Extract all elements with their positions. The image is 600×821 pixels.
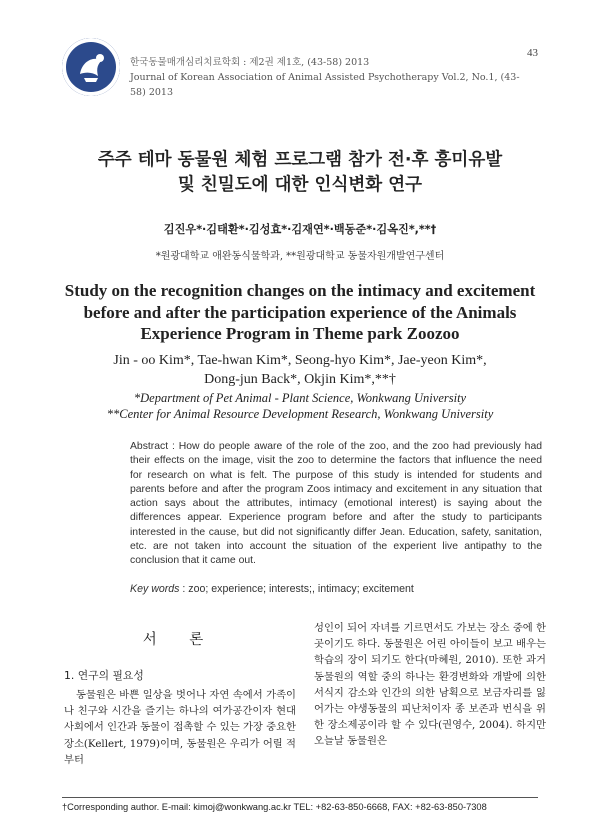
authors-en-line-1: Jin - oo Kim*, Tae-hwan Kim*, Seong-hyo Kim*, Jae-yeon Kim*, xyxy=(113,353,487,368)
body-paragraph-left: 동물원은 바쁜 일상을 벗어나 자연 속에서 가족이나 친구와 시간을 즐기는 하나의 여가공간이자 현대 사회에서 인간과 동물이 접촉할 수 있는 가장 중요한 장소(Kellert, 1979)이며, 동물원은 우리가 어릴 적부터 xyxy=(64,689,296,766)
corresponding-author-footnote: †Corresponding author. E-mail: kimoj@wonkwang.ac.kr TEL: +82-63-850-6668, FAX: +82-63-850-7308 xyxy=(62,802,487,812)
journal-header xyxy=(130,55,530,100)
affiliation-en xyxy=(40,390,560,422)
title-en-line-2: before and after the participation experience of the Animals xyxy=(83,302,517,322)
logo-emblem-icon xyxy=(62,38,120,96)
keywords xyxy=(130,583,542,595)
subsection-heading: 1. 연구의 필요성 xyxy=(64,669,144,682)
authors-en xyxy=(40,351,560,389)
society-logo xyxy=(62,38,120,96)
body-column-right xyxy=(314,620,546,750)
title-en-line-3: Experience Program in Theme park Zoozoo xyxy=(140,324,460,343)
page-number: 43 xyxy=(527,47,538,59)
paper-title-ko xyxy=(40,148,560,198)
section-heading: 서 론 xyxy=(142,632,218,648)
abstract: Abstract : How do people aware of the role of the zoo, and the zoo had previously had their effects on the image, visit the zoo to determine the factors that influence the need for research on what is felt. The purpose of this study is intended for students and parents before and after the program Zoos intimacy and excitement in any situation that action says about the attributes, intimacy (emotional interest) is saying about the differences appear. Experience program before and after the study to participants interested in the cause, but did not significantly differ Jean. Education, safety, sanitation, etc. are not taken into account the situation of the experient live antipathy to the conclusion that it came out. xyxy=(130,441,542,567)
footnote-divider xyxy=(62,797,538,798)
affiliation-en-line-2: **Center for Animal Resource Development Research, Wonkwang University xyxy=(106,407,494,421)
journal-header-en: Journal of Korean Association of Animal Assisted Psychotherapy Vol.2, No.1, (43-58) 2013 xyxy=(130,72,520,98)
title-ko-line-2: 및 친밀도에 대한 인식변화 연구 xyxy=(177,175,423,195)
keywords-label: Key words xyxy=(130,583,180,595)
body-column-left xyxy=(64,620,296,768)
journal-header-ko: 한국동물매개심리치료학회 : 제2권 제1호, (43-58) 2013 xyxy=(130,57,370,68)
keywords-text: : zoo; experience; interests;, intimacy; excitement xyxy=(179,583,414,595)
affiliation-en-line-1: *Department of Pet Animal - Plant Science, Wonkwang University xyxy=(133,391,467,405)
body-paragraph-right: 성인이 되어 자녀를 기르면서도 가보는 장소 중에 한곳이기도 하다. 동물원은 어린 아이들이 보고 배우는 학습의 장이 되기도 한다(마혜원, 2010). 또한 과거 동물원의 역할 중의 하나는 환경변화와 개발에 의한 서식지 감소와 인간의 의한 남획으로 보금자리를 잃어가는 야생동물의 피난처이자 종 보존과 번식을 위한 장소제공이라 할 수 있다(권영수, 2004). 하지만 오늘날 동물원은 xyxy=(314,622,546,748)
title-en-line-1: Study on the recognition changes on the intimacy and excitement xyxy=(64,281,536,300)
affiliation-ko: *원광대학교 애완동식물학과, **원광대학교 동물자원개발연구센터 xyxy=(155,251,445,262)
paper-title-en xyxy=(30,280,570,345)
title-ko-line-1: 주주 테마 동물원 체험 프로그램 참가 전·후 흥미유발 xyxy=(97,150,503,170)
authors-ko: 김진우*·김태환*·김성효*·김재연*·백동준*·김옥진*,**† xyxy=(163,223,437,236)
authors-en-line-2: Dong-jun Back*, Okjin Kim*,**† xyxy=(204,372,396,387)
